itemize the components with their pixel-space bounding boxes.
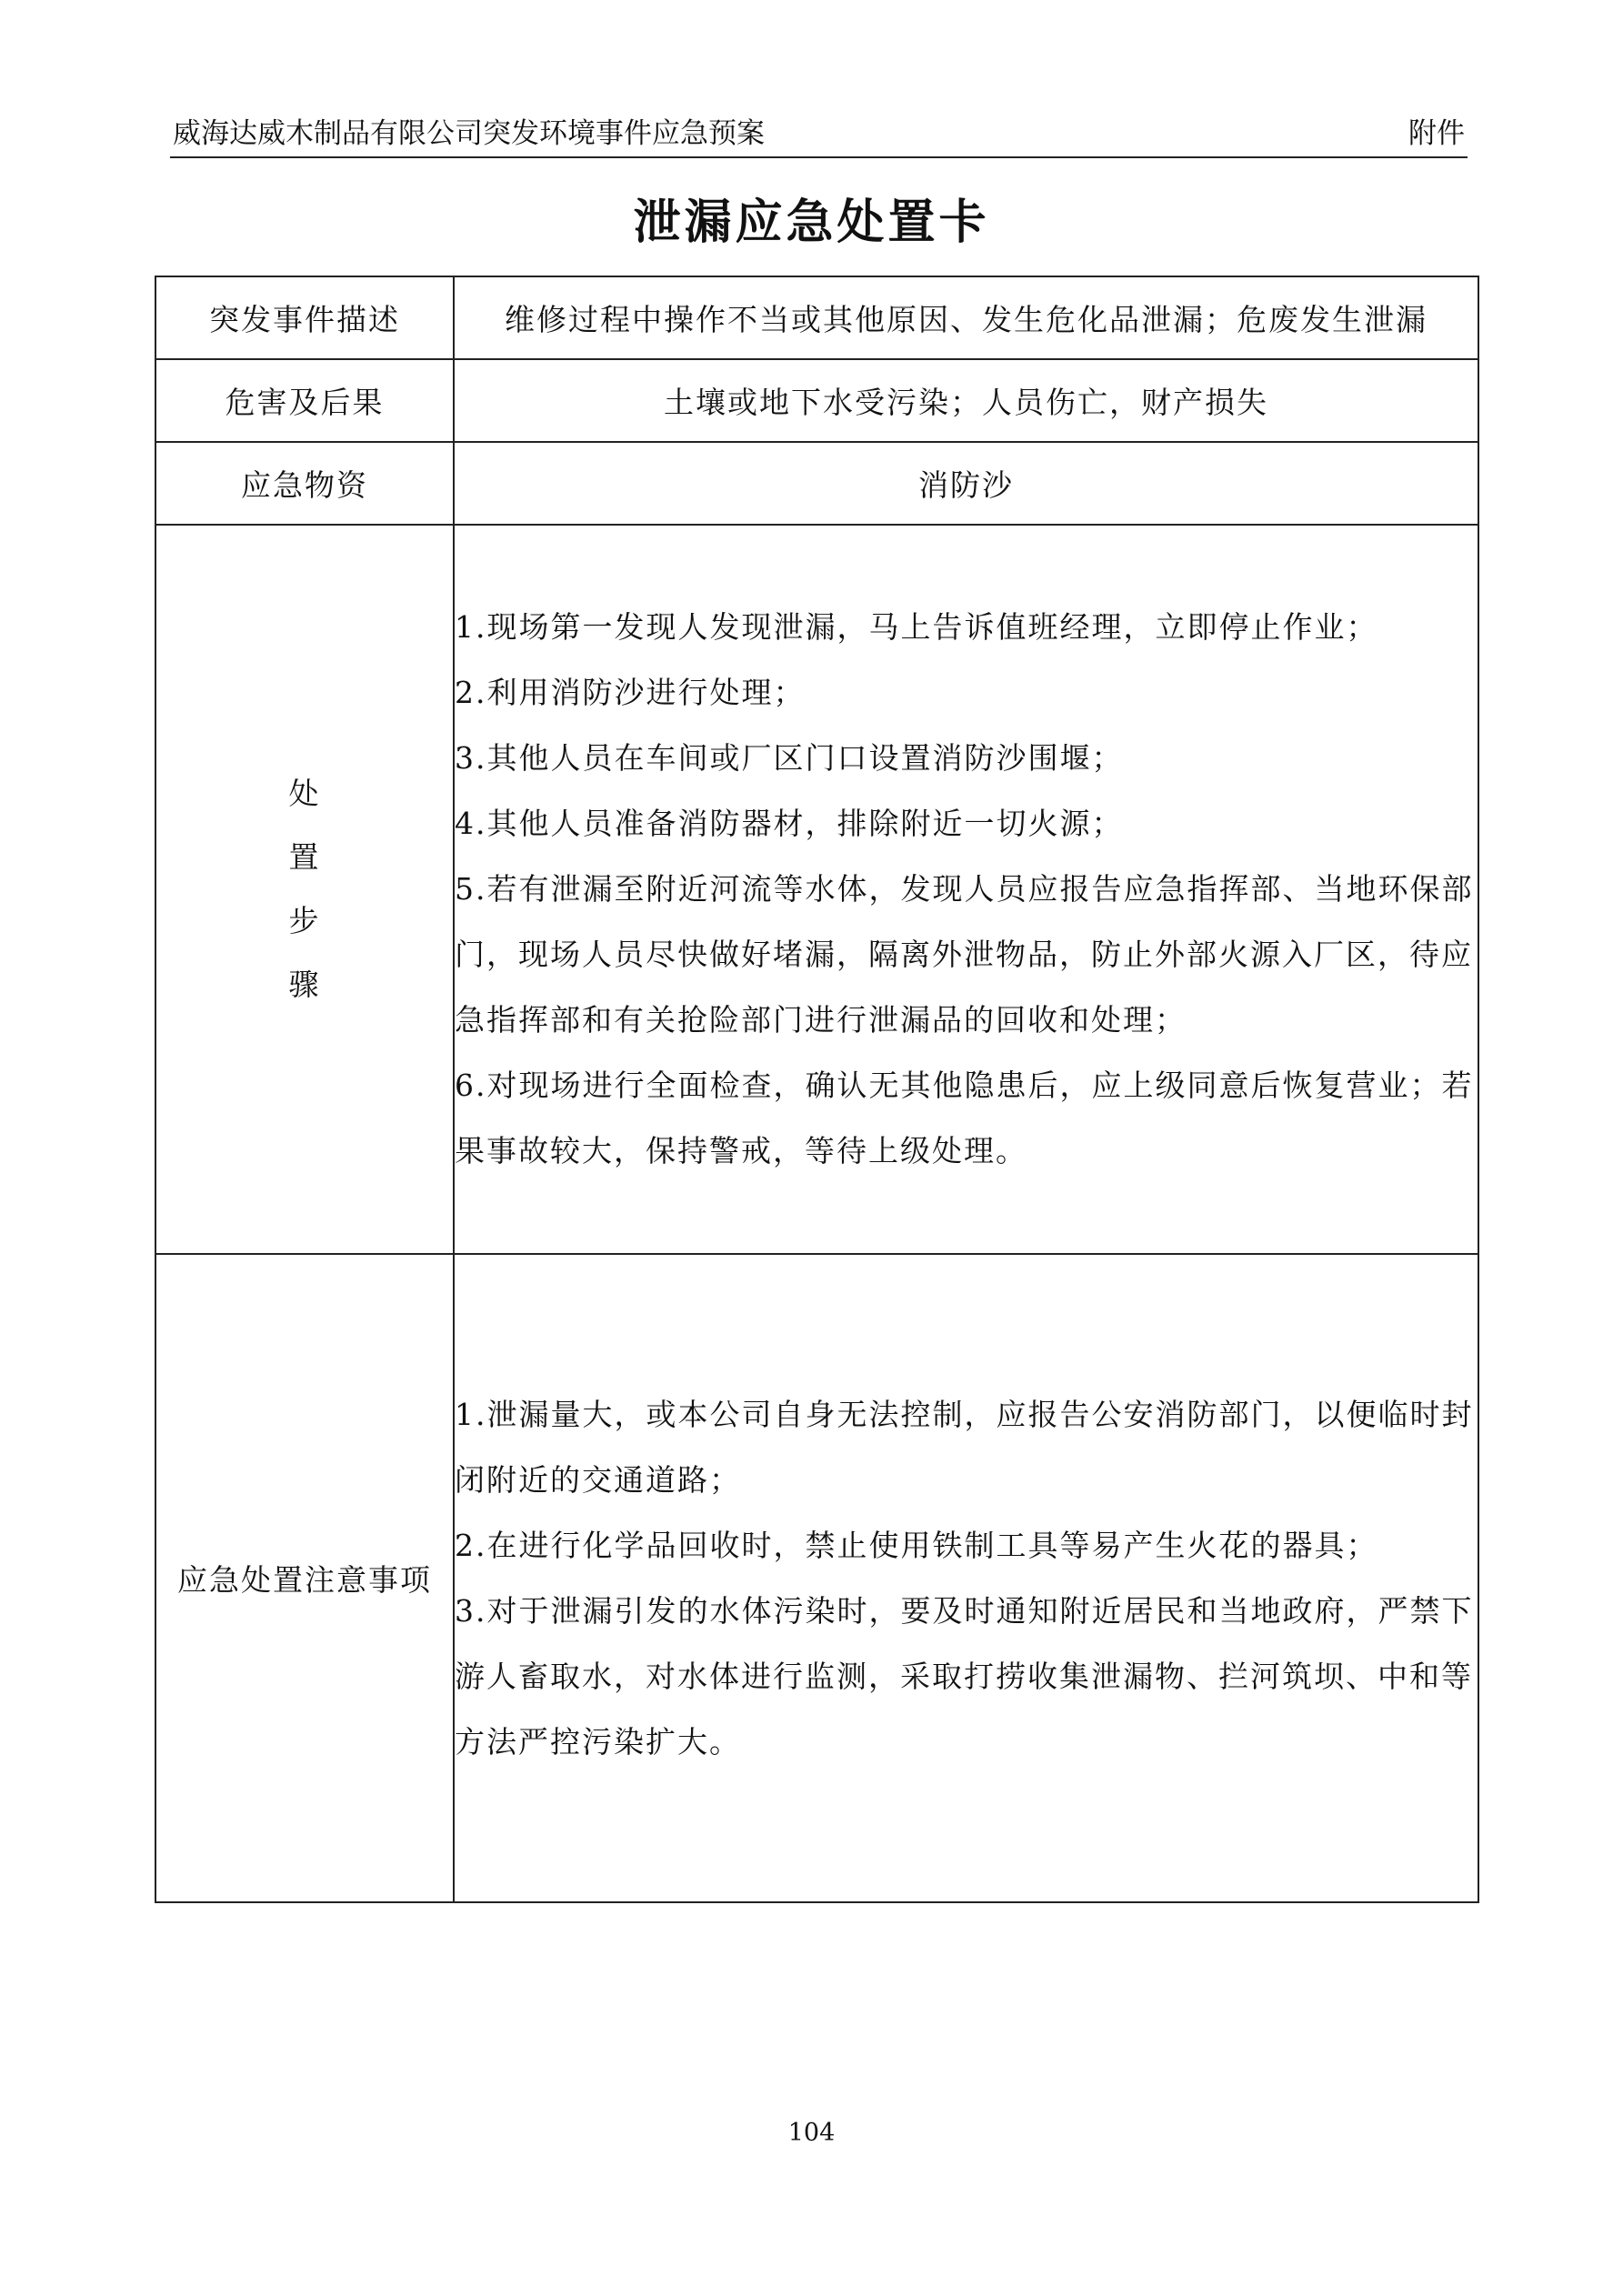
steps-row (155, 525, 1478, 1254)
step-item: 1.现场第一发现人发现泄漏，马上告诉值班经理，立即停止作业； (455, 609, 1378, 645)
note-item: 3.对于泄漏引发的水体污染时，要及时通知附近居民和当地政府，严禁下游人畜取水，对水体进行监测，采取打捞收集泄漏物、拦河筑坝、中和等方法严控污染扩大。 (455, 1592, 1474, 1760)
step-item: 2.利用消防沙进行处理； (455, 675, 806, 710)
note-item: 1.泄漏量大，或本公司自身无法控制，应报告公安消防部门，以便临时封闭附近的交通道路； (455, 1396, 1474, 1498)
steps-label-char: 骤 (288, 967, 321, 1002)
event-description-label: 突发事件描述 (155, 276, 454, 359)
page-title: 泄漏应急处置卡 (633, 195, 990, 250)
steps-label-char: 置 (288, 839, 321, 875)
document-title: 威海达威木制品有限公司突发环境事件应急预案 (173, 117, 765, 150)
supplies-row (155, 442, 1478, 525)
step-item: 3.其他人员在车间或厂区门口设置消防沙围堰； (455, 740, 1124, 776)
page-number: 104 (787, 2119, 836, 2147)
step-item: 5.若有泄漏至附近河流等水体，发现人员应报告应急指挥部、当地环保部门，现场人员尽快做好堵漏，隔离外泄物品，防止外部火源入厂区，待应急指挥部和有关抢险部门进行泄漏品的回收和处理； (455, 871, 1474, 1038)
hazards-row (155, 359, 1478, 442)
section-label: 附件 (1408, 117, 1465, 150)
hazards-label: 危害及后果 (155, 359, 454, 442)
notes-label: 应急处置注意事项 (155, 1254, 454, 1902)
steps-label-char: 处 (288, 776, 321, 811)
steps-label (155, 525, 454, 1254)
note-item: 2.在进行化学品回收时，禁止使用铁制工具等易产生火花的器具； (455, 1527, 1378, 1563)
emergency-card-table (155, 276, 1479, 1903)
supplies-label: 应急物资 (155, 442, 454, 525)
notes-content (454, 1254, 1478, 1902)
steps-content (454, 525, 1478, 1254)
supplies-value: 消防沙 (454, 442, 1478, 525)
event-description-value: 维修过程中操作不当或其他原因、发生危化品泄漏；危废发生泄漏 (454, 276, 1478, 359)
step-item: 4.其他人员准备消防器材，排除附近一切火源； (455, 806, 1124, 841)
steps-label-char: 步 (288, 903, 321, 938)
event-description-row (155, 276, 1478, 359)
step-item: 6.对现场进行全面检查，确认无其他隐患后，应上级同意后恢复营业；若果事故较大，保持警戒，等待上级处理。 (455, 1068, 1474, 1168)
page-header (170, 111, 1468, 158)
hazards-value: 土壤或地下水受污染；人员伤亡，财产损失 (454, 359, 1478, 442)
notes-row (155, 1254, 1478, 1902)
